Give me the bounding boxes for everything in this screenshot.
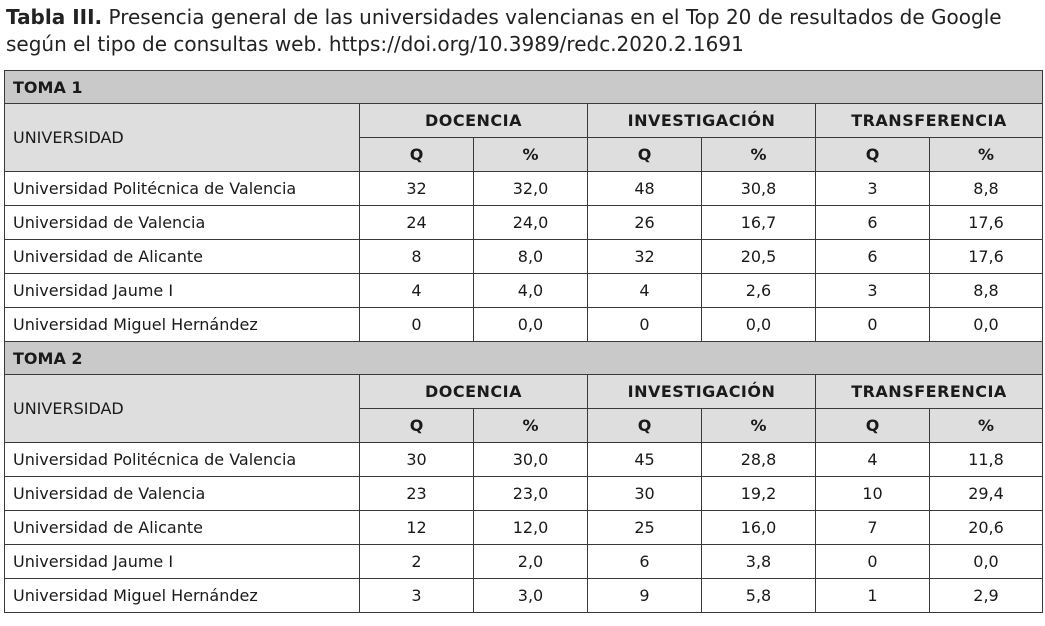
value-cell: 45 xyxy=(588,443,702,477)
value-cell: 26 xyxy=(588,206,702,240)
subheader-cell: % xyxy=(474,409,588,443)
group-header-row xyxy=(5,375,1043,409)
university-name-cell: Universidad de Valencia xyxy=(5,206,360,240)
value-cell: 24 xyxy=(360,206,474,240)
value-cell: 28,8 xyxy=(702,443,816,477)
table-row xyxy=(5,545,1043,579)
value-cell: 8 xyxy=(360,240,474,274)
subheader-cell: Q xyxy=(588,138,702,172)
value-cell: 4 xyxy=(588,274,702,308)
subheader-cell: % xyxy=(702,138,816,172)
table-body xyxy=(5,71,1043,613)
section-title: TOMA 2 xyxy=(5,342,1043,375)
value-cell: 0,0 xyxy=(474,308,588,342)
section-header-row xyxy=(5,71,1043,104)
subheader-cell: % xyxy=(474,138,588,172)
value-cell: 20,6 xyxy=(930,511,1043,545)
value-cell: 0 xyxy=(588,308,702,342)
university-column-header: UNIVERSIDAD xyxy=(5,375,360,443)
table-caption xyxy=(6,4,1041,58)
value-cell: 2,9 xyxy=(930,579,1043,613)
value-cell: 2,0 xyxy=(474,545,588,579)
university-name-cell: Universidad Politécnica de Valencia xyxy=(5,172,360,206)
subheader-cell: % xyxy=(930,409,1043,443)
subheader-cell: Q xyxy=(588,409,702,443)
value-cell: 10 xyxy=(816,477,930,511)
value-cell: 1 xyxy=(816,579,930,613)
table-row xyxy=(5,443,1043,477)
university-name-cell: Universidad de Alicante xyxy=(5,240,360,274)
value-cell: 12,0 xyxy=(474,511,588,545)
value-cell: 8,8 xyxy=(930,172,1043,206)
table-row xyxy=(5,511,1043,545)
value-cell: 20,5 xyxy=(702,240,816,274)
subheader-cell: Q xyxy=(360,138,474,172)
section-header-row xyxy=(5,342,1043,375)
value-cell: 3,0 xyxy=(474,579,588,613)
value-cell: 2 xyxy=(360,545,474,579)
table-row xyxy=(5,206,1043,240)
group-header: TRANSFERENCIA xyxy=(816,104,1043,138)
subheader-cell: Q xyxy=(360,409,474,443)
value-cell: 3 xyxy=(360,579,474,613)
value-cell: 12 xyxy=(360,511,474,545)
value-cell: 2,6 xyxy=(702,274,816,308)
value-cell: 29,4 xyxy=(930,477,1043,511)
value-cell: 32 xyxy=(360,172,474,206)
table-row xyxy=(5,579,1043,613)
university-name-cell: Universidad Miguel Hernández xyxy=(5,308,360,342)
university-name-cell: Universidad Politécnica de Valencia xyxy=(5,443,360,477)
subheader-cell: Q xyxy=(816,409,930,443)
value-cell: 11,8 xyxy=(930,443,1043,477)
value-cell: 30 xyxy=(360,443,474,477)
university-name-cell: Universidad de Alicante xyxy=(5,511,360,545)
group-header-row xyxy=(5,104,1043,138)
value-cell: 4 xyxy=(816,443,930,477)
value-cell: 3 xyxy=(816,274,930,308)
group-header: DOCENCIA xyxy=(360,104,588,138)
university-name-cell: Universidad Jaume I xyxy=(5,274,360,308)
value-cell: 5,8 xyxy=(702,579,816,613)
group-header: INVESTIGACIÓN xyxy=(588,104,816,138)
table-row xyxy=(5,240,1043,274)
results-table xyxy=(4,70,1043,613)
value-cell: 23 xyxy=(360,477,474,511)
value-cell: 30,0 xyxy=(474,443,588,477)
value-cell: 8,0 xyxy=(474,240,588,274)
value-cell: 4,0 xyxy=(474,274,588,308)
value-cell: 19,2 xyxy=(702,477,816,511)
group-header: INVESTIGACIÓN xyxy=(588,375,816,409)
value-cell: 7 xyxy=(816,511,930,545)
section-title: TOMA 1 xyxy=(5,71,1043,104)
value-cell: 0,0 xyxy=(702,308,816,342)
value-cell: 32 xyxy=(588,240,702,274)
table-row xyxy=(5,172,1043,206)
value-cell: 3 xyxy=(816,172,930,206)
caption-text: Presencia general de las universidades valencianas en el Top 20 de resultados de Google según el tipo de consultas web. https://doi.org/10.3989/redc.2020.2.1691 xyxy=(6,5,1002,56)
value-cell: 48 xyxy=(588,172,702,206)
value-cell: 6 xyxy=(816,206,930,240)
value-cell: 16,0 xyxy=(702,511,816,545)
value-cell: 0,0 xyxy=(930,308,1043,342)
value-cell: 0,0 xyxy=(930,545,1043,579)
group-header: TRANSFERENCIA xyxy=(816,375,1043,409)
value-cell: 3,8 xyxy=(702,545,816,579)
value-cell: 24,0 xyxy=(474,206,588,240)
value-cell: 6 xyxy=(816,240,930,274)
value-cell: 30,8 xyxy=(702,172,816,206)
subheader-cell: % xyxy=(930,138,1043,172)
value-cell: 17,6 xyxy=(930,206,1043,240)
caption-label: Tabla III. xyxy=(6,5,103,29)
table-row xyxy=(5,477,1043,511)
table-row xyxy=(5,308,1043,342)
value-cell: 4 xyxy=(360,274,474,308)
university-name-cell: Universidad Miguel Hernández xyxy=(5,579,360,613)
university-name-cell: Universidad Jaume I xyxy=(5,545,360,579)
value-cell: 0 xyxy=(816,545,930,579)
value-cell: 6 xyxy=(588,545,702,579)
value-cell: 9 xyxy=(588,579,702,613)
value-cell: 30 xyxy=(588,477,702,511)
subheader-cell: % xyxy=(702,409,816,443)
value-cell: 23,0 xyxy=(474,477,588,511)
value-cell: 0 xyxy=(360,308,474,342)
value-cell: 8,8 xyxy=(930,274,1043,308)
university-column-header: UNIVERSIDAD xyxy=(5,104,360,172)
table-row xyxy=(5,274,1043,308)
group-header: DOCENCIA xyxy=(360,375,588,409)
value-cell: 0 xyxy=(816,308,930,342)
university-name-cell: Universidad de Valencia xyxy=(5,477,360,511)
value-cell: 32,0 xyxy=(474,172,588,206)
value-cell: 16,7 xyxy=(702,206,816,240)
value-cell: 17,6 xyxy=(930,240,1043,274)
subheader-cell: Q xyxy=(816,138,930,172)
value-cell: 25 xyxy=(588,511,702,545)
